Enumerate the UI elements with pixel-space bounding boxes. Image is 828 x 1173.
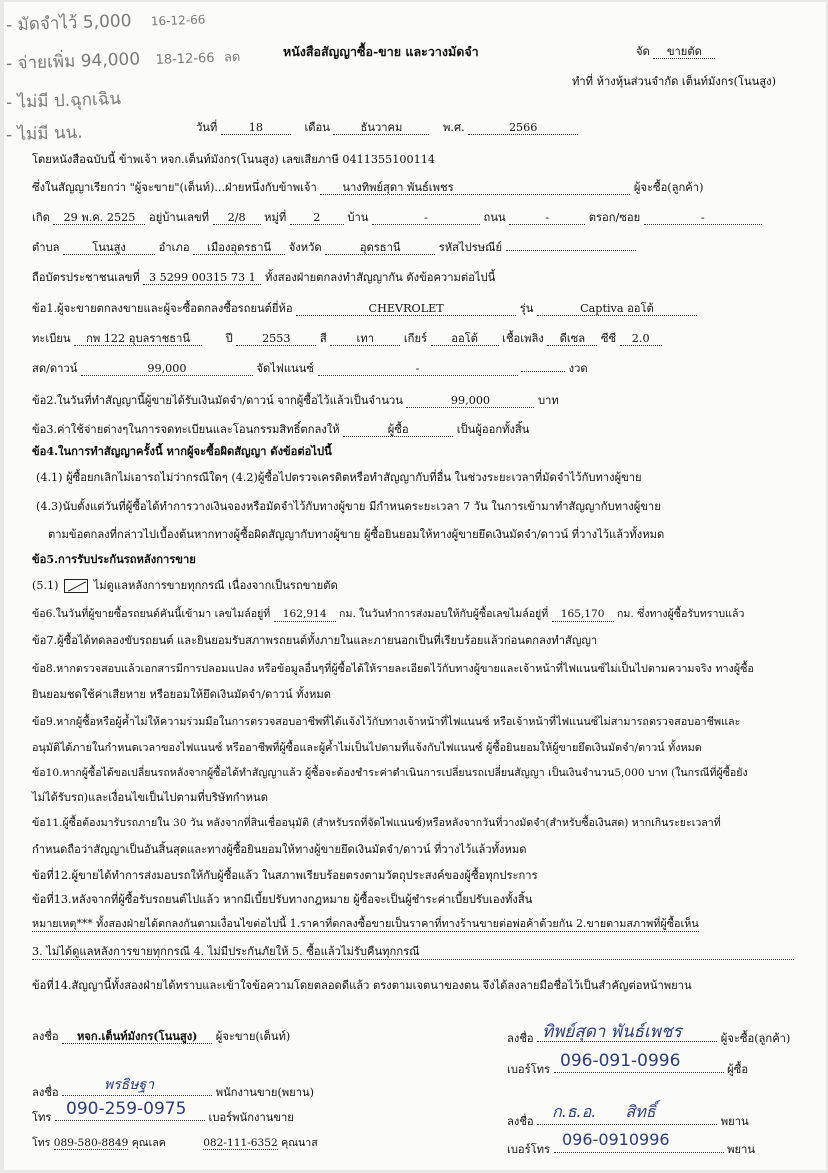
buyer-phone-role: ผู้ซื้อ	[727, 1063, 749, 1076]
clause14: ข้อที่14.สัญญานี้ทั้งสองฝ่ายได้ทราบและเข้าใจข้อความโดยตลอดดีแล้ว ตรงตามเจตนาของตน จึงได้ลงลายมือชื่อไว้เป็นสำคัญต่อหน้าพยาน	[32, 979, 692, 992]
contact2-phone: 082-111-6352	[203, 1137, 278, 1149]
clause11-line1: ข้อ11.ผู้ซื้อต้องมารับรถภายใน 30 วัน หลังจากที่สินเชื่ออนุมัติ (สำหรับรถที่จัดไฟแนนซ์)หรือหลังจากวันที่วางมัดจำ(สำหรับซื้อเงินสด) หากเกินระยะเวลาที่	[32, 817, 721, 829]
car-model-label: รุ่น	[519, 302, 534, 315]
staff-sign-row	[32, 1085, 314, 1100]
contact1-phone: 089-580-8849	[53, 1137, 129, 1149]
moo-label: หมู่ที่	[264, 211, 287, 224]
car-model: Captiva ออโต้	[537, 302, 697, 316]
reg-year-label: ปี	[225, 332, 233, 345]
idcard-row	[32, 270, 495, 285]
reg-value: กพ 122 อุบลราชธานี	[74, 332, 202, 346]
clause2-row	[32, 393, 559, 408]
date-day: 18	[221, 121, 291, 135]
finance-value: -	[318, 362, 518, 376]
birth-value: 29 พ.ค. 2525	[53, 211, 145, 225]
province-label: จังหวัด	[288, 241, 322, 254]
staff-signature: พรธิษฐา	[104, 1077, 155, 1093]
clause2-suffix: บาท	[538, 394, 559, 407]
reg-label: ทะเบียน	[32, 332, 71, 345]
clause6-mid: กม. ในวันทำการส่งมอบให้กับผู้ซื้อเลขไมล์อยู่ที่	[339, 608, 549, 620]
cc-label: ซีซี	[600, 332, 617, 345]
ban-value: -	[372, 211, 480, 225]
clause4-line1: (4.1) ผู้ซื้อยกเลิกไม่เอารถไม่ว่ากรณีใดๆ (4.2)ผู้ซื้อไปตรวจเครดิตหรือทำสัญญากับที่อื่น ในช่วงระยะเวลาที่มัดจำไว้กับทางผู้ขาย	[36, 471, 642, 484]
reg-year: 2553	[236, 332, 316, 346]
buyer-sign-label: ลงชื่อ	[507, 1032, 534, 1045]
clause4-line2: (4.3)นับตั้งแต่วันที่ผู้ซื้อได้ทำการวางเงินจองหรือมัดจำไว้กับทางผู้ขาย มีกำหนดระยะเวลา 7 วัน ในการเข้ามาทำสัญญากับทางผู้ขาย	[36, 500, 661, 513]
note-payment-mark: ลด	[223, 49, 241, 66]
buyer-role: ผู้จะซื้อ(ลูกค้า)	[633, 181, 704, 194]
gear-label: เกียร์	[403, 332, 428, 345]
clause11-line2: กำหนดถือว่าสัญญาเป็นอันสิ้นสุดและทางผู้ซื้อยินยอมให้ทางผู้ขายยึดเงินมัดจำ/ดาวน์ ที่วางไว้แล้วทั้งหมด	[32, 843, 527, 856]
contact-row	[32, 1136, 318, 1151]
mileage-in: 162,914	[274, 608, 336, 622]
address-row	[32, 240, 636, 255]
buyer-sign-role: ผู้จะซื้อ(ลูกค้า)	[720, 1032, 791, 1045]
ban-label: บ้าน	[347, 211, 369, 224]
note-no-weight: - ไม่มี นน.	[5, 122, 83, 146]
contract-sheet	[4, 2, 826, 1170]
clause5-prefix: (5.1)	[32, 579, 59, 592]
witness-signature	[552, 1100, 656, 1125]
clause3-suffix: เป็นผู้ออกทั้งสิ้น	[456, 423, 530, 436]
clause4-line3: ตามข้อตกลงที่กล่าวไปเบื้องต้นหากทางผู้ซื้อผิดสัญญากับทางผู้ขาย ผู้ซื้อยินยอมให้ทางผู้ขายยึดเงินมัดจำ/ดาวน์ ที่วางไว้แล้วทั้งหมด	[48, 528, 665, 541]
mileage-out: 165,170	[552, 608, 614, 622]
idcard-label: ถือบัตรประชาชนเลขที่	[32, 271, 140, 284]
clause5-title: ข้อ5.การรับประกันรถหลังการขาย	[32, 552, 196, 566]
contract-title: หนังสือสัญญาซื้อ-ขาย และวางมัดจำ	[283, 44, 479, 59]
seller-sign-label: ลงชื่อ	[32, 1030, 59, 1043]
clause2-prefix: ข้อ2.ในวันที่ทำสัญญานี้ผู้ขายได้รับเงินมัดจำ/ดาวน์ จากผู้ซื้อไว้แล้วเป็นจำนวน	[32, 394, 403, 407]
clause13: ข้อที่13.หลังจากที่ผู้ซื้อรับรถยนต์ไปแล้ว หากมีเบี้ยปรับทางกฎหมาย ผู้ซื้อจะเป็นผู้ชำระค่าเบี้ยปรับเองทั้งสิ้น	[32, 893, 533, 906]
clause3-prefix: ข้อ3.ค่าใช้จ่ายต่างๆในการจดทะเบียนและโอนกรรมสิทธิ์ตกลงให้	[32, 423, 340, 436]
seller-sign-row	[32, 1029, 290, 1044]
checkbox-checked	[64, 579, 88, 593]
buyer-phone-label: เบอร์โทร	[507, 1063, 551, 1076]
case-type-label: จัด	[636, 45, 650, 58]
idcard-value: 3 5299 00315 73 1	[143, 271, 261, 285]
buyer-phone: 096-091-0996	[560, 1051, 681, 1071]
moo-value: 2	[290, 211, 344, 225]
house-value: 2/8	[213, 211, 261, 225]
zip-label: รหัสไปรษณีย์	[438, 241, 503, 254]
note-deposit-date: 16-12-66	[150, 12, 206, 29]
seller-sign-name: หจก.เต็นท์มังกร(โนนสูง)	[62, 1030, 212, 1044]
clause12: ข้อที่12.ผู้ขายได้ทำการส่งมอบรถให้กับผู้ซื้อแล้ว ในสภาพเรียบร้อยตรงตามวัตถุประสงค์ของผู้ซื้อทุกประการ	[32, 869, 538, 882]
tambon-value: โนนสูง	[63, 241, 155, 255]
clause10-line1: ข้อ10.หากผู้ซื้อได้ขอเปลี่ยนรถหลังจากผู้ซื้อได้ทำสัญญาแล้ว ผู้ซื้อจะต้องชำระค่าดำเนินการเปลี่ยนรถเปลี่ยนสัญญา เป็นเงินจำนวน5,000 บาท (ในกรณีที่ผู้ซื้อยัง	[32, 767, 748, 779]
province-value: อุดรธานี	[325, 241, 435, 255]
clause1-label: ข้อ1.ผู้จะขายตกลงขายและผู้จะซื้อตกลงซื้อรถยนต์ยี่ห้อ	[32, 302, 293, 315]
soi-value: -	[644, 211, 762, 225]
witness-phone: 096-0910996	[562, 1130, 670, 1149]
case-type	[636, 44, 715, 59]
staff-phone-label: โทร	[32, 1111, 52, 1124]
road-value: -	[509, 211, 585, 225]
clause9-line1: ข้อ9.หากผู้ซื้อหรือผู้ค้ำไม่ให้ความร่วมมือในการตรวจสอบอาชีพที่ได้แจ้งไว้กับทางเจ้าหน้าที่ไฟแนนซ์ หรือเจ้าหน้าที่ไฟแนนซ์ไม่สามารถตรวจสอบอาชีพและ	[32, 715, 741, 728]
seller-sign-role: ผู้จะขาย(เต็นท์)	[215, 1030, 291, 1043]
buyer-line-prefix: ซึ่งในสัญญาเรียกว่า "ผู้จะขาย"(เต็นท์)...ฝ่ายหนึ่งกับข้าพเจ้า	[32, 181, 317, 194]
place-text: ทำที่ ห้างหุ้นส่วนจำกัด เต็นท์มังกร(โนนสูง)	[572, 75, 776, 88]
clause8-line2: ยินยอมชดใช้ค่าเสียหาย หรือยอมให้ยึดเงินมัดจำ/ดาวน์ ทั้งหมด	[32, 688, 331, 701]
cc-value: 2.0	[620, 332, 662, 346]
amphoe-label: อำเภอ	[158, 241, 190, 254]
clause1-row	[32, 301, 697, 316]
staff-phone: 090-259-0975	[66, 1099, 187, 1119]
staff-sign-label: ลงชื่อ	[32, 1086, 59, 1099]
amphoe-value: เมืองอุดรธานี	[193, 241, 285, 255]
idcard-suffix: ทั้งสองฝ่ายตกลงทำสัญญากัน ดังข้อความต่อไปนี้	[264, 271, 496, 284]
house-label: อยู่บ้านเลขที่	[149, 211, 210, 224]
buyer-line	[32, 180, 703, 195]
soi-label: ตรอก/ซอย	[588, 211, 641, 224]
buyer-name: นางทิพย์สุดา พันธ์เพชร	[320, 181, 630, 195]
witness-phone-role: พยาน	[727, 1143, 756, 1156]
witness-sign-label: ลงชื่อ	[507, 1115, 534, 1128]
witness-phone-label: เบอร์โทร	[507, 1143, 551, 1156]
tambon-label: ตำบล	[32, 241, 60, 254]
note-deposit	[6, 5, 206, 39]
contact2-name: คุณนาส	[281, 1137, 318, 1149]
installment-label: งวด	[568, 362, 588, 375]
clause6-prefix: ข้อ6.ในวันที่ผู้ขายซื้อรถยนต์คันนี้เข้ามา เลขไมล์อยู่ที่	[32, 608, 271, 620]
date-year: 2566	[468, 121, 578, 135]
clause6-row	[32, 607, 744, 622]
staff-phone-role: เบอร์พนักงานขาย	[208, 1111, 294, 1124]
deposit-amount: 99,000	[406, 394, 534, 408]
date-row	[196, 120, 578, 135]
note-payment	[6, 42, 241, 77]
remark-line2: 3. ไม่ได้ดูแลหลังการขายทุกกรณี 4. ไม่มีประกันภัยให้ 5. ซื้อแล้วไม่รับคืนทุกกรณี	[32, 944, 794, 960]
car-brand: CHEVROLET	[296, 302, 516, 316]
clause10-line2: ไม่ได้รับรถ)และเงื่อนไขเป็นไปตามที่บริษัทกำหนด	[32, 791, 268, 804]
note-payment-text: - จ่ายเพิ่ม 94,000	[5, 49, 141, 75]
witness-signature-name: สิทธิ์	[625, 1102, 656, 1121]
fuel-value: ดีเซล	[547, 332, 597, 346]
remark-line1: หมายเหตุ*** ทั้งสองฝ่ายได้ตกลงกันตามเงื่อนไขต่อไปนี้ 1.ราคาที่ตกลงซื้อขายเป็นราคาที่ทางร้านขายต่อพ่อค้าด้วยกัน 2.ขายตามสภาพที่ผู้ซื้อเห็น	[32, 917, 699, 930]
staff-sign-role: พนักงานขาย(พยาน)	[215, 1086, 315, 1099]
note-deposit-text: - มัดจำไว้ 5,000	[5, 11, 132, 36]
gear-value: ออโต้	[431, 332, 499, 346]
clause9-line2: อนุมัติได้ภายในกำหนดเวลาของไฟแนนซ์ หรืออาชีพที่ผู้ซื้อและผู้ค้ำไม่เป็นไปตามที่แจ้งกับไฟแนนซ์ ผู้ซื้อยินยอมให้ผู้ขายยึดเงินมัดจำ/ดาวน์ ทั้งหมด	[32, 741, 702, 754]
buyer-signature: ทิพย์สุดา พันธ์เพชร	[542, 1022, 682, 1042]
clause7: ข้อ7.ผู้ซื้อได้ทดลองขับรถยนต์ และยินยอมรับสภาพรถยนต์ทั้งภายในและภายนอกเป็นที่เรียบร้อยแล้วก่อนตกลงทำสัญญา	[32, 634, 598, 647]
seller-line: โดยหนังสือฉบับนี้ ข้าพเจ้า หจก.เต็นท์มังกร(โนนสูง) เลขเสียภาษี 0411355100114	[32, 153, 435, 166]
clause4-title: ข้อ4.ในการทำสัญญาครั้งนี้ หากผู้จะซื้อผิดสัญญา ดังข้อต่อไปนี้	[32, 444, 332, 458]
case-type-value: ขายตัด	[653, 45, 715, 59]
birth-label: เกิด	[32, 211, 50, 224]
zip-value	[506, 250, 636, 251]
registration-row	[32, 331, 662, 346]
fuel-label: เชื้อเพลิง	[502, 332, 544, 345]
date-month: ธันวาคม	[333, 121, 429, 135]
witness-sign-role: พยาน	[720, 1115, 749, 1128]
fee-payer: ผู้ซื้อ	[343, 423, 453, 437]
date-day-label: วันที่	[196, 121, 218, 134]
road-label: ถนน	[483, 211, 506, 224]
date-month-label: เดือน	[304, 121, 330, 134]
contact1-name: คุณเลค	[131, 1137, 166, 1149]
note-no-insurance: - ไม่มี ป.ฉุกเฉิน	[5, 88, 122, 114]
clause6-suffix: กม. ซึ่งทางผู้ซื้อรับทราบแล้ว	[617, 608, 745, 620]
birth-row	[32, 210, 762, 225]
finance-label: จัดไฟแนนซ์	[256, 362, 314, 375]
date-year-label: พ.ศ.	[443, 121, 465, 134]
note-payment-date: 18-12-66	[155, 50, 215, 68]
clause5-text: ไม่ดูแลหลังการขายทุกกรณี เนื่องจากเป็นรถขายตัด	[93, 579, 338, 592]
price-row	[32, 361, 588, 376]
contact1-label: โทร	[32, 1137, 51, 1149]
color-value: เทา	[330, 332, 400, 346]
clause3-row	[32, 422, 529, 437]
installment-value	[521, 371, 565, 372]
color-label: สี	[319, 332, 327, 345]
witness-signature-initials: ก.ธ.อ.	[552, 1102, 597, 1121]
price-label: สด/ดาวน์	[32, 362, 78, 375]
clause8-line1: ข้อ8.หากตรวจสอบแล้วเอกสารมีการปลอมแปลง หรือข้อมูลอื่นๆที่ผู้ซื้อได้ให้รายละเอียดไว้กับทางผู้ขายและเจ้าหน้าที่ไฟแนนซ์ไม่เป็นไปตามความจริง ทางผู้ซื้อ	[32, 662, 754, 675]
clause5-line1	[32, 578, 338, 593]
price-value: 99,000	[81, 362, 253, 376]
